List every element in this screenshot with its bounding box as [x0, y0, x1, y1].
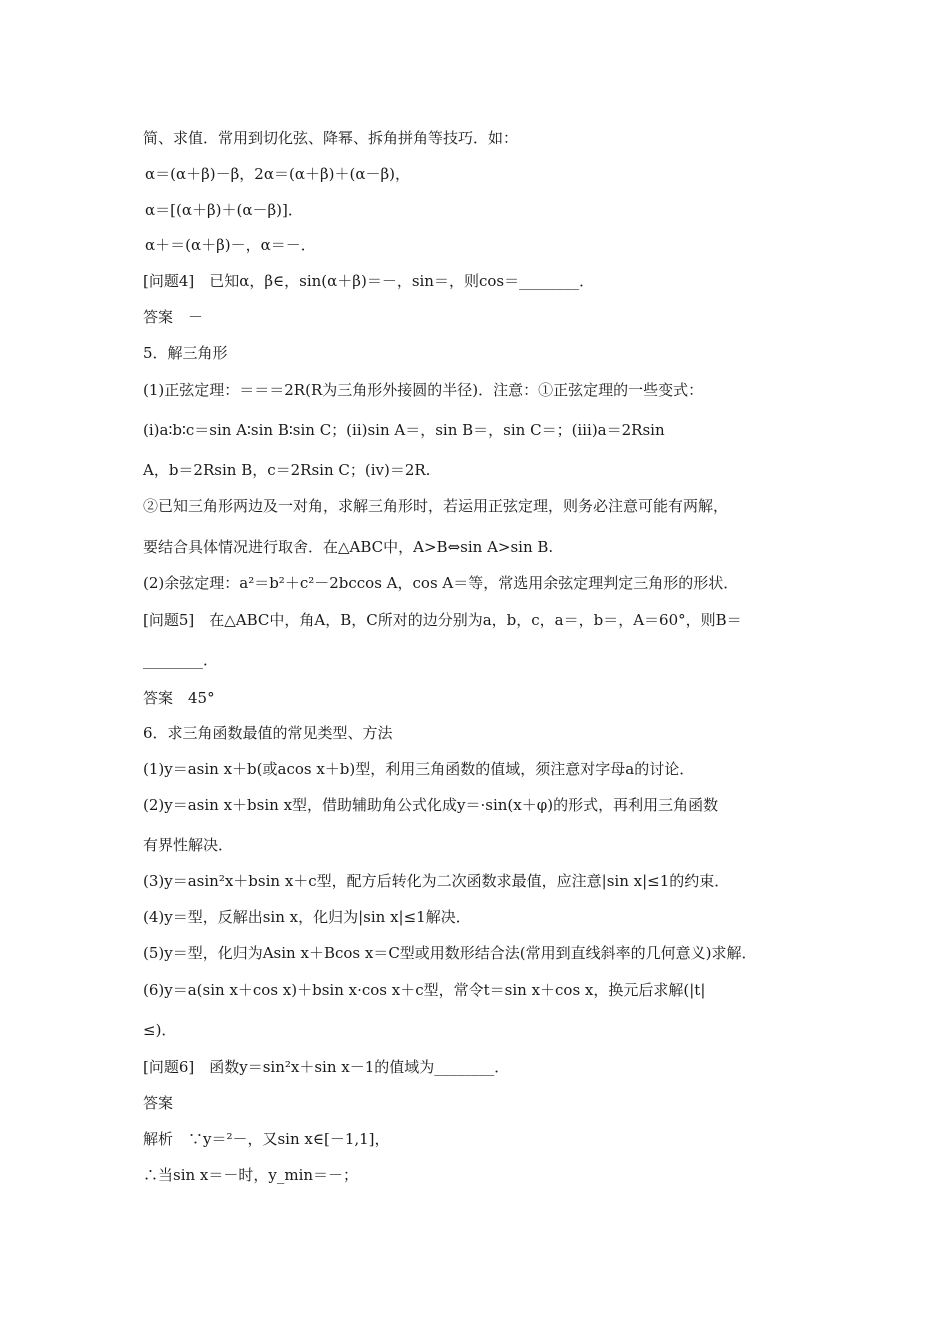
formula-line: α＝(α＋β)－β，2α＝(α＋β)＋(α－β)，	[145, 165, 410, 183]
formula-line: α＝[(α＋β)＋(α－β)]．	[145, 201, 303, 219]
text-line: (6)y＝a(sin x＋cos x)＋bsin x·cos x＋c型，常令t＝sin x＋cos x，换元后求解(|t|	[143, 981, 706, 999]
text-line: (2)y＝asin x＋bsin x型，借助辅助角公式化成y＝·sin(x＋φ)的形式，再利用三角函数	[143, 796, 719, 814]
question-4: [问题4] 已知α，β∈，sin(α＋β)＝－，sin＝，则cos＝________．	[143, 272, 595, 290]
text-line: 要结合具体情况进行取舍．在△ABC中，A>B⇔sin A>sin B.	[143, 538, 554, 556]
analysis-line: ∴当sin x＝－时，y_min＝－；	[143, 1166, 359, 1184]
answer-5: 答案 45°	[143, 689, 215, 707]
text-line: 有界性解决．	[143, 836, 234, 854]
text-line: (1)y＝asin x＋b(或acos x＋b)型，利用三角函数的值域，须注意对字母a的讨论．	[143, 760, 695, 778]
text-line: 简、求值．常用到切化弦、降幂、拆角拼角等技巧．如：	[143, 129, 519, 147]
analysis-line: 解析 ∵y＝²－，又sin x∈[－1,1]，	[143, 1130, 390, 1148]
text-line: ≤)．	[143, 1021, 177, 1039]
answer-blank: ________．	[143, 651, 219, 669]
text-line: (4)y＝型，反解出sin x，化归为|sin x|≤1解决．	[143, 908, 471, 926]
text-line: ②已知三角形两边及一对角，求解三角形时，若运用正弦定理，则务必注意可能有两解，	[143, 497, 729, 515]
text-line: A，b＝2Rsin B，c＝2Rsin C；(ⅳ)＝2R.	[143, 461, 431, 479]
text-line: (1)正弦定理：＝＝＝2R(R为三角形外接圆的半径)．注意：①正弦定理的一些变式：	[143, 381, 704, 399]
text-line: (ⅰ)a∶b∶c＝sin A∶sin B∶sin C；(ⅱ)sin A＝，sin B＝，sin C＝；(ⅲ)a＝2Rsin	[143, 421, 665, 439]
answer-6: 答案	[143, 1094, 174, 1112]
formula-line: α＋＝(α＋β)－，α＝－．	[145, 236, 316, 254]
question-6: [问题6] 函数y＝sin²x＋sin x－1的值域为________．	[143, 1058, 510, 1076]
text-line: (2)余弦定理：a²＝b²＋c²－2bccos A，cos A＝等，常选用余弦定理判定三角形的形状．	[143, 574, 739, 592]
answer-4: 答案 －	[143, 308, 204, 326]
text-line: (3)y＝asin²x＋bsin x＋c型，配方后转化为二次函数求最值，应注意|sin x|≤1的约束．	[143, 872, 730, 890]
section-heading-5: 5．解三角形	[143, 344, 228, 362]
question-5: [问题5] 在△ABC中，角A，B，C所对的边分别为a，b，c，a＝，b＝，A＝60°，则B＝	[143, 611, 742, 629]
text-line: (5)y＝型，化归为Asin x＋Bcos x＝C型或用数形结合法(常用到直线斜率的几何意义)求解．	[143, 944, 757, 962]
section-heading-6: 6．求三角函数最值的常见类型、方法	[143, 724, 393, 742]
